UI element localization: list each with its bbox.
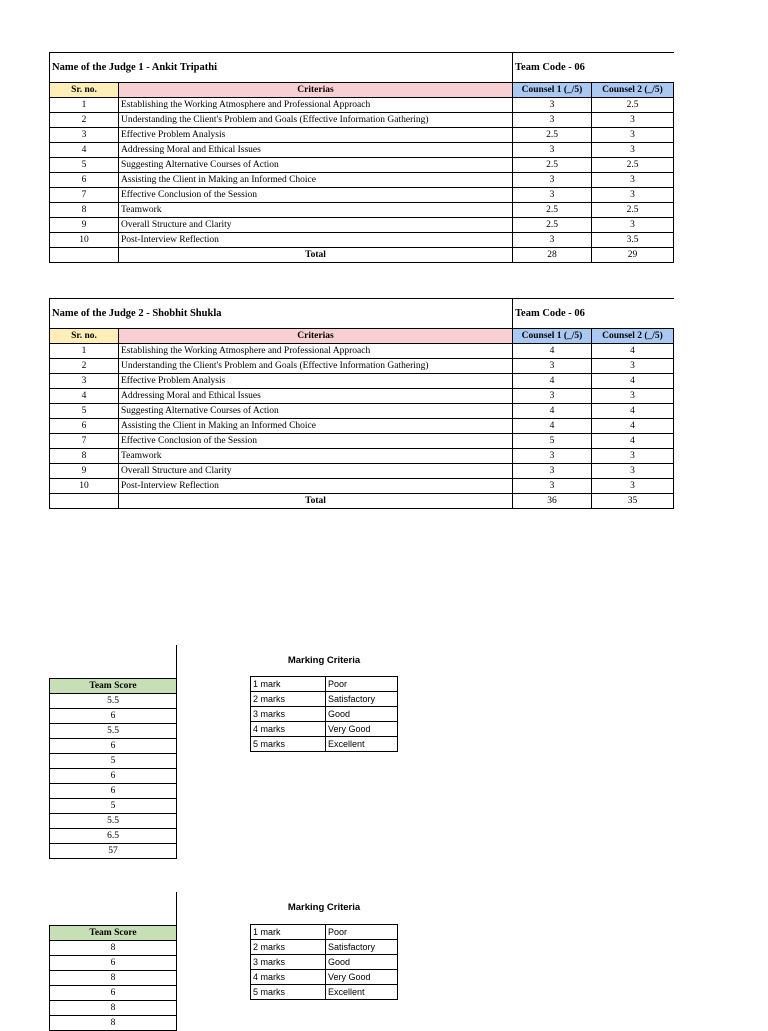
- team-score-row: [50, 941, 177, 956]
- team-score-row: [50, 799, 177, 814]
- counsel-1-score: 3: [513, 233, 592, 248]
- marking-criteria-row: [251, 925, 398, 940]
- counsel-1-score: 3: [513, 389, 592, 404]
- team-score-row: [50, 709, 177, 724]
- team-score-row: [50, 1016, 177, 1031]
- criteria-cell: Teamwork: [119, 449, 513, 464]
- counsel-1-header: Counsel 1 (_/5): [513, 83, 592, 98]
- marking-criteria-row: [251, 970, 398, 985]
- counsel-1-score: 3: [513, 449, 592, 464]
- criteria-header: Criterias: [119, 83, 513, 98]
- counsel-2-score: 3: [592, 464, 674, 479]
- marks-cell: 4 marks: [251, 970, 326, 985]
- criteria-header: Criterias: [119, 329, 513, 344]
- counsel-1-score: 4: [513, 344, 592, 359]
- marking-criteria-row: [251, 955, 398, 970]
- criteria-cell: Effective Conclusion of the Session: [119, 434, 513, 449]
- criteria-cell: Establishing the Working Atmosphere and Professional Approach: [119, 98, 513, 113]
- team-score-row: [50, 956, 177, 971]
- team-score-row: [50, 724, 177, 739]
- sr-no-cell: 1: [50, 344, 119, 359]
- criteria-cell: Understanding the Client's Problem and Goals (Effective Information Gathering): [119, 113, 513, 128]
- counsel-2-score: 3: [592, 389, 674, 404]
- criteria-cell: Post-Interview Reflection: [119, 479, 513, 494]
- team-score-value: 6: [50, 769, 177, 784]
- team-score-table-1: [49, 645, 177, 859]
- table-row: [50, 389, 674, 404]
- counsel-2-score: 2.5: [592, 98, 674, 113]
- team-score-value: 8: [50, 971, 177, 986]
- counsel-2-header: Counsel 2 (_/5): [592, 83, 674, 98]
- marks-cell: 2 marks: [251, 692, 326, 707]
- counsel-1-score: 3: [513, 113, 592, 128]
- counsel-2-score: 3: [592, 188, 674, 203]
- marking-criteria-row: [251, 677, 398, 692]
- criteria-cell: Suggesting Alternative Courses of Action: [119, 158, 513, 173]
- grade-label-cell: Excellent: [326, 985, 398, 1000]
- sr-no-header: Sr. no.: [50, 329, 119, 344]
- marking-criteria-row: [251, 737, 398, 752]
- team-score-value: 6.5: [50, 829, 177, 844]
- criteria-cell: Addressing Moral and Ethical Issues: [119, 143, 513, 158]
- table-row: [50, 479, 674, 494]
- grade-label-cell: Good: [326, 707, 398, 722]
- table-row: [50, 98, 674, 113]
- sr-no-cell: 9: [50, 218, 119, 233]
- team-score-header: Team Score: [50, 679, 177, 694]
- counsel-1-score: 5: [513, 434, 592, 449]
- blank-cell: [50, 892, 177, 926]
- criteria-cell: Effective Conclusion of the Session: [119, 188, 513, 203]
- counsel-2-score: 3: [592, 449, 674, 464]
- marks-cell: 4 marks: [251, 722, 326, 737]
- team-score-value: 5.5: [50, 694, 177, 709]
- total-row: [50, 248, 674, 263]
- counsel-1-score: 3: [513, 464, 592, 479]
- sr-no-cell: 7: [50, 188, 119, 203]
- criteria-cell: Effective Problem Analysis: [119, 128, 513, 143]
- marks-cell: 3 marks: [251, 707, 326, 722]
- judge-name: Name of the Judge 1 - Ankit Tripathi: [50, 53, 513, 83]
- team-code: Team Code - 06: [513, 299, 674, 329]
- grade-label-cell: Satisfactory: [326, 940, 398, 955]
- marking-criteria-title: Marking Criteria: [287, 655, 361, 666]
- total-sr-cell: [50, 248, 119, 263]
- sr-no-cell: 10: [50, 479, 119, 494]
- table-row: [50, 359, 674, 374]
- counsel-2-score: 4: [592, 434, 674, 449]
- counsel-2-score: 3: [592, 173, 674, 188]
- total-counsel-2: 35: [592, 494, 674, 509]
- counsel-2-score: 3.5: [592, 233, 674, 248]
- marking-criteria-row: [251, 707, 398, 722]
- sr-no-cell: 1: [50, 98, 119, 113]
- criteria-cell: Assisting the Client in Making an Informed Choice: [119, 173, 513, 188]
- table-row: [50, 158, 674, 173]
- sr-no-header: Sr. no.: [50, 83, 119, 98]
- team-score-value: 6: [50, 739, 177, 754]
- table-row: [50, 173, 674, 188]
- table-row: [50, 188, 674, 203]
- team-score-row: [50, 694, 177, 709]
- counsel-2-score: 3: [592, 218, 674, 233]
- grade-label-cell: Poor: [326, 677, 398, 692]
- table-row: [50, 128, 674, 143]
- total-counsel-2: 29: [592, 248, 674, 263]
- counsel-2-score: 4: [592, 344, 674, 359]
- counsel-1-score: 3: [513, 143, 592, 158]
- team-score-value: 57: [50, 844, 177, 859]
- marks-cell: 5 marks: [251, 737, 326, 752]
- counsel-2-score: 3: [592, 128, 674, 143]
- counsel-2-score: 3: [592, 113, 674, 128]
- team-score-row: [50, 986, 177, 1001]
- counsel-1-score: 2.5: [513, 218, 592, 233]
- sr-no-cell: 4: [50, 389, 119, 404]
- team-score-value: 5.5: [50, 814, 177, 829]
- marking-criteria-row: [251, 692, 398, 707]
- criteria-cell: Establishing the Working Atmosphere and Professional Approach: [119, 344, 513, 359]
- sr-no-cell: 3: [50, 128, 119, 143]
- team-score-row: [50, 769, 177, 784]
- sr-no-cell: 3: [50, 374, 119, 389]
- team-score-value: 6: [50, 956, 177, 971]
- team-score-value: 5: [50, 799, 177, 814]
- header-row: [50, 83, 674, 98]
- team-score-value: 8: [50, 1001, 177, 1016]
- team-score-row: [50, 784, 177, 799]
- sr-no-cell: 5: [50, 404, 119, 419]
- sr-no-cell: 8: [50, 203, 119, 218]
- criteria-cell: Assisting the Client in Making an Informed Choice: [119, 419, 513, 434]
- table-row: [50, 143, 674, 158]
- marks-cell: 3 marks: [251, 955, 326, 970]
- counsel-2-score: 4: [592, 419, 674, 434]
- counsel-1-score: 3: [513, 98, 592, 113]
- table-row: [50, 434, 674, 449]
- counsel-1-score: 2.5: [513, 158, 592, 173]
- counsel-2-header: Counsel 2 (_/5): [592, 329, 674, 344]
- total-counsel-1: 28: [513, 248, 592, 263]
- sr-no-cell: 10: [50, 233, 119, 248]
- table-row: [50, 344, 674, 359]
- team-score-row: [50, 754, 177, 769]
- team-score-value: 8: [50, 941, 177, 956]
- sr-no-cell: 5: [50, 158, 119, 173]
- marking-criteria-table: [250, 676, 398, 752]
- counsel-1-header: Counsel 1 (_/5): [513, 329, 592, 344]
- marking-criteria-row: [251, 940, 398, 955]
- grade-label-cell: Very Good: [326, 970, 398, 985]
- table-row: [50, 233, 674, 248]
- team-score-row: [50, 1001, 177, 1016]
- sr-no-cell: 2: [50, 113, 119, 128]
- marking-criteria-title: Marking Criteria: [287, 902, 361, 913]
- criteria-cell: Post-Interview Reflection: [119, 233, 513, 248]
- judge-2-score-table: [49, 298, 674, 509]
- counsel-1-score: 2.5: [513, 128, 592, 143]
- team-score-header: Team Score: [50, 926, 177, 941]
- sr-no-cell: 4: [50, 143, 119, 158]
- total-label: Total: [119, 494, 513, 509]
- table-row: [50, 374, 674, 389]
- criteria-cell: Effective Problem Analysis: [119, 374, 513, 389]
- marks-cell: 1 mark: [251, 925, 326, 940]
- marking-criteria-row: [251, 722, 398, 737]
- marking-criteria-table: [250, 924, 398, 1000]
- judge-title-row: [50, 53, 674, 83]
- table-row: [50, 464, 674, 479]
- team-score-value: 6: [50, 784, 177, 799]
- team-score-row: [50, 814, 177, 829]
- team-score-row: [50, 739, 177, 754]
- team-code: Team Code - 06: [513, 53, 674, 83]
- blank-cell: [50, 645, 177, 679]
- marks-cell: 2 marks: [251, 940, 326, 955]
- criteria-cell: Overall Structure and Clarity: [119, 218, 513, 233]
- table-row: [50, 113, 674, 128]
- marks-cell: 5 marks: [251, 985, 326, 1000]
- table-row: [50, 449, 674, 464]
- criteria-cell: Addressing Moral and Ethical Issues: [119, 389, 513, 404]
- team-score-row: [50, 829, 177, 844]
- counsel-1-score: 3: [513, 479, 592, 494]
- counsel-2-score: 3: [592, 359, 674, 374]
- table-row: [50, 404, 674, 419]
- counsel-1-score: 3: [513, 359, 592, 374]
- sr-no-cell: 8: [50, 449, 119, 464]
- counsel-1-score: 4: [513, 374, 592, 389]
- counsel-2-score: 2.5: [592, 158, 674, 173]
- team-score-row: [50, 971, 177, 986]
- counsel-2-score: 3: [592, 143, 674, 158]
- table-row: [50, 419, 674, 434]
- counsel-1-score: 2.5: [513, 203, 592, 218]
- counsel-2-score: 2.5: [592, 203, 674, 218]
- criteria-cell: Understanding the Client's Problem and Goals (Effective Information Gathering): [119, 359, 513, 374]
- sr-no-cell: 6: [50, 419, 119, 434]
- team-score-table-2: [49, 892, 177, 1031]
- grade-label-cell: Very Good: [326, 722, 398, 737]
- total-counsel-1: 36: [513, 494, 592, 509]
- grade-label-cell: Good: [326, 955, 398, 970]
- table-row: [50, 203, 674, 218]
- total-row: [50, 494, 674, 509]
- judge-1-score-table: [49, 52, 674, 263]
- sr-no-cell: 7: [50, 434, 119, 449]
- team-score-value: 6: [50, 709, 177, 724]
- team-score-value: 8: [50, 1016, 177, 1031]
- criteria-cell: Overall Structure and Clarity: [119, 464, 513, 479]
- criteria-cell: Teamwork: [119, 203, 513, 218]
- judge-title-row: [50, 299, 674, 329]
- grade-label-cell: Poor: [326, 925, 398, 940]
- team-score-row: [50, 844, 177, 859]
- header-row: [50, 329, 674, 344]
- counsel-2-score: 3: [592, 479, 674, 494]
- grade-label-cell: Excellent: [326, 737, 398, 752]
- counsel-2-score: 4: [592, 374, 674, 389]
- team-score-value: 6: [50, 986, 177, 1001]
- marking-criteria-row: [251, 985, 398, 1000]
- sr-no-cell: 2: [50, 359, 119, 374]
- sr-no-cell: 6: [50, 173, 119, 188]
- table-row: [50, 218, 674, 233]
- counsel-2-score: 4: [592, 404, 674, 419]
- team-score-value: 5: [50, 754, 177, 769]
- total-sr-cell: [50, 494, 119, 509]
- criteria-cell: Suggesting Alternative Courses of Action: [119, 404, 513, 419]
- sr-no-cell: 9: [50, 464, 119, 479]
- counsel-1-score: 4: [513, 419, 592, 434]
- grade-label-cell: Satisfactory: [326, 692, 398, 707]
- counsel-1-score: 4: [513, 404, 592, 419]
- total-label: Total: [119, 248, 513, 263]
- counsel-1-score: 3: [513, 188, 592, 203]
- team-score-value: 5.5: [50, 724, 177, 739]
- judge-name: Name of the Judge 2 - Shobhit Shukla: [50, 299, 513, 329]
- marks-cell: 1 mark: [251, 677, 326, 692]
- counsel-1-score: 3: [513, 173, 592, 188]
